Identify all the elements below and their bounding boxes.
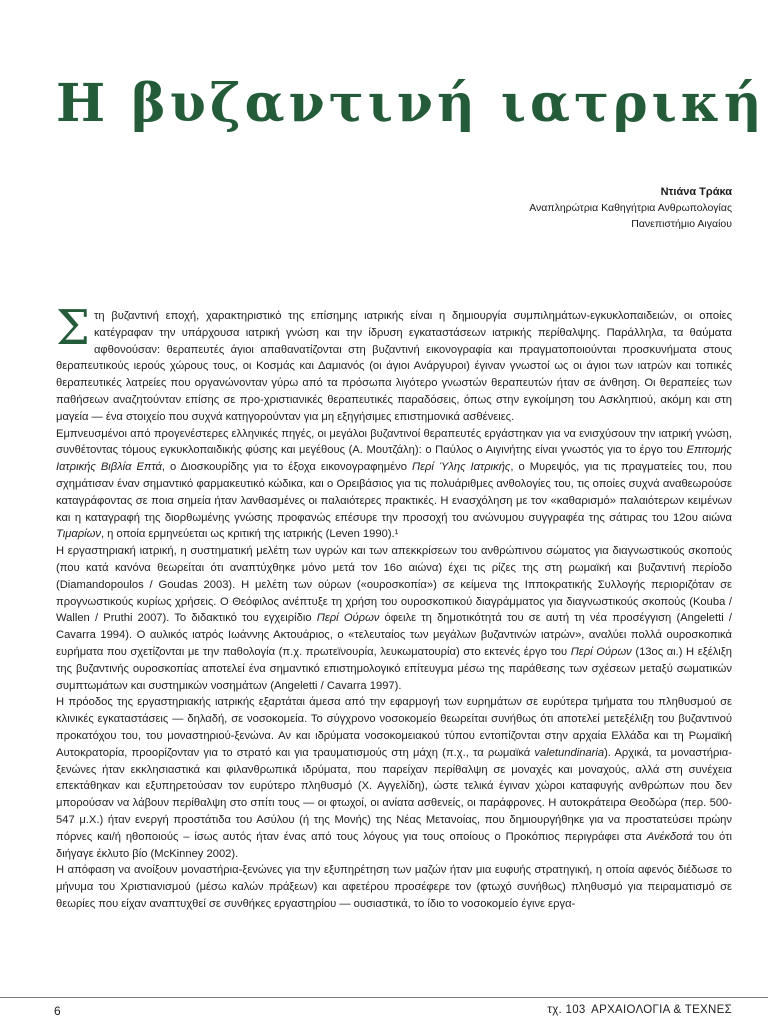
magazine-name: ΑΡΧΑΙΟΛΟΓΙΑ & ΤΕΧΝΕΣ	[591, 1004, 732, 1016]
text-segment: Εμπνευσμένοι από προγενέστερες ελληνικές πηγές, οι μεγάλοι βυζαντινοί θεραπευτές εργάστηκαν για να ενισχύσουν την ιατρική γνώση, συνθέτοντας τόμους εγκυκλοπαιδικής φύσης και μεγέθους (Α. Μουτζάλη): ο Παύλος ο Αιγινήτης είναι γνωστός για το έργο του	[56, 427, 732, 457]
text-segment: τη βυζαντινή εποχή, χαρακτηριστικό της επίσημης ιατρικής είναι η δημιουργία συμπιλημάτων-εγκυκλοπαιδειών, οι οποίες κατέγραφαν την υπάρχουσα ιατρική γνώση και την ίδρυση εγκαταστάσεων ιατρικής περίθαλψης. Παράλληλα, τα θαύματα αφθονούσαν: θεραπευτές άγιοι απαθανατίζονται στη βυζαντινή εικονογραφία και πραγματοποιούνται προσκυνήματα στους θεραπευτικούς ιερούς χώρους τους, οι Κοσμάς και Δαμιανός (οι άγιοι Ανάργυροι) έγιναν γνωστοί ως οι άγιοι των ιατρών και τοπικές θεραπευτικές λατρείες που οργανώνονταν γύρω από τα πρόσωπα λιγότερο γνωστών θεραπευτών ήταν σε άνθηση. Οι θεραπείες των παθήσεων αναζητούνταν επίσης σε προ-χριστιανικές θεραπευτικές παραδόσεις, όπως στην εγκοίμηση του Ασκληπιού, ακόμη και στη μαγεία — ένα στοιχείο που συχνά κατηγορούνταν για μη εξηγήσιμες επιστημονικά ασθένειες.	[56, 310, 732, 423]
author-institution: Πανεπιστήμιο Αιγαίου	[631, 218, 732, 230]
paragraph	[56, 426, 732, 544]
author-role: Αναπληρώτρια Καθηγήτρια Ανθρωπολογίας	[529, 202, 732, 214]
issue-number: τχ. 103	[547, 1004, 586, 1016]
running-footer	[545, 1004, 732, 1016]
italic-title: Περί Ούρων	[570, 645, 632, 658]
text-segment: , ο Μυρεψός, για τις πραγματείες του, που σχημάτισαν έναν σημαντικό φαρμακευτικό κώδικα, και ο Ορειβάσιος για τις πολυάριθμες ανθολογίες του, τις οποίες συχνά αναθεωρούσε καταγράφοντας σε ποια σημεία ήταν λανθασμένες οι παλαιότερες πρακτικές. Η ενασχόληση με τον «καθαρισμό» παλαιότερων κειμένων και η καταγραφή της διορθωμένης γνώσης προφανώς επέσυρε την προσοχή του ανώνυμου συγγραφέα της σάτιρας του 12ου αιώνα	[56, 461, 732, 524]
text-segment: , ο Διοσκουρίδης για το έξοχα εικονογραφημένο	[161, 461, 412, 474]
italic-title: valetundinaria	[534, 746, 605, 759]
text-segment: ). Αρχικά, τα μοναστήρια-ξενώνες ήταν εκκλησιαστικά και φιλανθρωπικά ιδρύματα, που παρείχαν περίθαλψη σε μοναχές και μοναχούς, αλλά στη συνέχεια επεκτάθηκαν και εξυπηρετούσαν τον ευρύτερο πληθυσμό (Χ. Αγγελίδη), ώστε τελικά έγιναν χώροι καταφυγής ανθρώπων που δεν μπορούσαν να λάβουν περίθαλψη στο σπίτι τους — οι φτωχοί, οι ανίατα ασθενείς, οι παράφρονες. Η αυτοκράτειρα Θεοδώρα (περ. 500-547 μ.Χ.) ήταν ενεργή προστάτιδα του Ασύλου (ή της Μονής) της Νέας Μετανοίας, που δημιουργήθηκε για να προστατεύσει πρώην πόρνες και/ή ηθοποιούς – ίσως αυτός ήταν ένας από τους λόγους για τους οποίους ο Προκόπιος περιγράφει στα	[56, 746, 732, 843]
author-block	[432, 184, 732, 232]
text-segment: , η οποία ερμηνεύεται ως κριτική της ιατρικής (Leven 1990).¹	[100, 528, 399, 541]
italic-title: Περί Ούρων	[316, 612, 380, 625]
text-segment: του ότι διήγαγε έκλυτο βίο (McKinney 2002).	[56, 830, 732, 860]
italic-title: Περί Ύλης Ιατρικής	[412, 461, 511, 474]
page-number: 6	[54, 1004, 61, 1018]
paragraph	[56, 308, 732, 426]
author-name: Ντιάνα Τράκα	[660, 186, 732, 198]
paragraph	[56, 694, 732, 862]
article-body	[56, 308, 732, 988]
paragraph	[56, 862, 732, 912]
text-segment: (13ος αι.) Η εξέλιξη της βυζαντινής ουροσκοπίας αποτελεί ένα σημαντικό επιστημολογικό επίτευγμα μέσω της παράθεσης των σχέσεων μεταξύ σωματικών συμπτωμάτων και συστημικών νοσημάτων (Angeletti / Cavarra 1997).	[56, 645, 732, 692]
italic-title: Ανέκδοτά	[646, 830, 693, 843]
footer-divider	[0, 997, 768, 998]
text-segment: Η απόφαση να ανοίξουν μοναστήρια-ξενώνες για την εξυπηρέτηση των μαζών ήταν μια ευφυής στρατηγική, η οποία αφενός διέδωσε το μήνυμα του Χριστιανισμού (μέσω καλών πράξεων) και αφετέρου προσέφερε τον (φτωχό συνήθως) πληθυσμό για πειραματισμό σε θεωρίες που είχαν αναπτυχθεί σε συνθήκες εργαστηρίου — ουσιαστικά, το ίδιο το νοσοκομείο έγινε εργα-	[56, 864, 732, 910]
paragraph	[56, 543, 732, 694]
italic-title: Επιτομής Ιατρικής Βιβλία Επτά	[56, 444, 732, 474]
article-title: Η βυζαντινή ιατρική	[56, 73, 766, 134]
italic-title: Τιμαρίων	[56, 528, 101, 541]
text-segment: Η πρόοδος της εργαστηριακής ιατρικής εξαρτάται άμεσα από την εφαρμογή των ευρημάτων σε ευρύτερα τμήματα του πληθυσμού σε κλινικές εγκαταστάσεις — δηλαδή, σε νοσοκομεία. Το σύγχρονο νοσοκομείο θεωρείται συνήθως ότι αποτελεί μετεξέλιξη του βυζαντινού προκατόχου του, του μοναστηριού-ξενώνα. Αν και ιδρύματα νοσοκομειακού τύπου εντοπίζονται στην αρχαία Ελλάδα και τη Ρωμαϊκή Αυτοκρατορία, προορίζονταν για το στρατό και για τραυματισμούς στη μάχη (π.χ., τα ρωμαϊκά	[56, 696, 732, 759]
drop-cap: Σ	[56, 308, 90, 356]
text-segment: Η εργαστηριακή ιατρική, η συστηματική μελέτη των υγρών και των απεκκρίσεων του ανθρώπινου σώματος για διαγνωστικούς σκοπούς (που κατά κανόνα θεωρείται ότι αναπτύχθηκε μόνο μετά τον 16ο αιώνα) έχει τις ρίζες της στη ρωμαϊκή και βυζαντινή περίοδο (Diamandopoulos / Goudas 2003). Η μελέτη των ούρων («ουροσκοπία») σε κείμενα της Ιπποκρατικής Συλλογής περιοριζόταν σε προγνωστικούς κυρίως χρήσεις. Ο Θεόφιλος ανέπτυξε τη χρήση του ουροσκοπικού διαγράμματος για διαγνωστικούς σκοπούς (Kouba / Wallen / Pruthi 2007). Το διδακτικό του εγχειρίδιο	[56, 545, 732, 625]
paragraph-list	[56, 308, 732, 913]
text-segment: όφειλε τη δημοτικότητά του σε αυτή τη νέα προσέγγιση (Angeletti / Cavarra 1994). Ο αυλικός ιατρός Ιωάννης Ακτουάριος, ο «τελευταίος των μεγάλων βυζαντινών ιατρών», αναλύει πολλά ουροσκοπικά ευρήματα που σχετίζονται με την παθολογία (π.χ. πρωτεϊνουρία, λευκωματουρία) στο εκτενές έργο του	[56, 612, 732, 658]
